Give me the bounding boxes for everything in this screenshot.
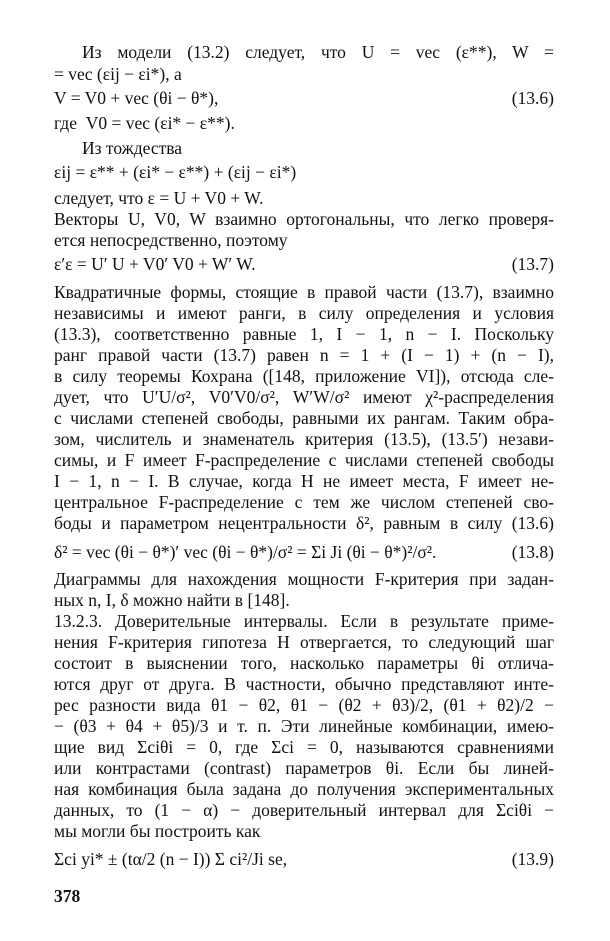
equation: ε′ε = U′ U + V0′ V0 + W′ W. bbox=[54, 254, 256, 274]
text-line: дует, что U′U/σ², V0′V0/σ², W′W/σ² имеют χ²-распределения bbox=[54, 387, 554, 407]
equation: Σci yi* ± (tα/2 (n − I)) Σ ci²/Ji se, bbox=[54, 849, 288, 869]
text-line: (13.3), соответственно равные 1, I − 1, n − I. Поскольку bbox=[54, 324, 554, 344]
text-line: где V0 = vec (εi* − ε**). bbox=[54, 113, 235, 133]
text-line: Диаграммы для нахождения мощности F-критерия при задан- bbox=[54, 569, 554, 589]
text-line: рес разности вида θ1 − θ2, θ1 − (θ2 + θ3)/2, (θ1 + θ2)/2 − bbox=[54, 695, 554, 715]
text-line: или контрастами (contrast) параметров θi. Если бы линей- bbox=[54, 758, 554, 778]
text-line: = vec (εij − εi*), а bbox=[54, 64, 182, 84]
section-heading-line: 13.2.3. Доверительные интервалы. Если в результате приме- bbox=[54, 611, 554, 631]
text-line: состоит в выяснении того, насколько параметры θi отлича- bbox=[54, 653, 554, 673]
text-line: с числами степеней свободы, равными их рангам. Таким обра- bbox=[54, 408, 554, 428]
equation: V = V0 + vec (θi − θ*), bbox=[54, 88, 219, 108]
text-line: независимы и имеют ранги, в силу определения и условия bbox=[54, 303, 554, 323]
text-line: данных, то (1 − α) − доверительный интервал для Σciθi − bbox=[54, 800, 554, 820]
text-line: ранг правой части (13.7) равен n = 1 + (I − 1) + (n − I), bbox=[54, 345, 554, 365]
text-line: щие вид Σciθi = 0, где Σci = 0, называются сравнениями bbox=[54, 737, 554, 757]
equation-label: (13.7) bbox=[511, 254, 554, 274]
text-line: I − 1, n − I. В случае, когда H не имеет места, F имеет не- bbox=[54, 471, 554, 491]
text-line: следует, что ε = U + V0 + W. bbox=[54, 188, 264, 208]
text-line: ная комбинация была задана до получения экспериментальных bbox=[54, 779, 554, 799]
text-line: мы могли бы построить как bbox=[54, 821, 261, 841]
equation-label: (13.8) bbox=[511, 542, 554, 562]
text-line: ется непосредственно, поэтому bbox=[54, 230, 288, 250]
text-line: ются друг от друга. В частности, обычно представляют инте- bbox=[54, 674, 554, 694]
text-line: Из тождества bbox=[82, 138, 183, 158]
equation-label: (13.9) bbox=[511, 849, 554, 869]
equation: εij = ε** + (εi* − ε**) + (εij − εi*) bbox=[54, 162, 297, 182]
text-line: зом, числитель и знаменатель критерия (13.5), (13.5′) незави- bbox=[54, 429, 554, 449]
equation-label: (13.6) bbox=[511, 88, 554, 108]
text-line: − (θ3 + θ4 + θ5)/3 и т. п. Эти линейные комбинации, имею- bbox=[54, 716, 554, 736]
text-line: боды и параметром нецентральности δ², равным в силу (13.6) bbox=[54, 513, 554, 533]
text-line: Из модели (13.2) следует, что U = vec (ε**), W = bbox=[82, 42, 554, 62]
page-number: 378 bbox=[54, 886, 81, 906]
text-line: симы, и F имеет F-распределение с числами степеней свободы bbox=[54, 450, 554, 470]
text-line: ных n, I, δ можно найти в [148]. bbox=[54, 590, 290, 610]
text-line: в силу теоремы Кохрана ([148, приложение VI]), отсюда сле- bbox=[54, 366, 554, 386]
equation: δ² = vec (θi − θ*)′ vec (θi − θ*)/σ² = Σi Ji (θi − θ*)²/σ². bbox=[54, 542, 437, 562]
text-line: Квадратичные формы, стоящие в правой части (13.7), взаимно bbox=[54, 282, 554, 302]
text-line: центральное F-распределение с тем же числом степеней сво- bbox=[54, 492, 554, 512]
text-line: нения F-критерия гипотеза H отвергается, то следующий шаг bbox=[54, 632, 554, 652]
text-line: Векторы U, V0, W взаимно ортогональны, что легко проверя- bbox=[54, 209, 554, 229]
